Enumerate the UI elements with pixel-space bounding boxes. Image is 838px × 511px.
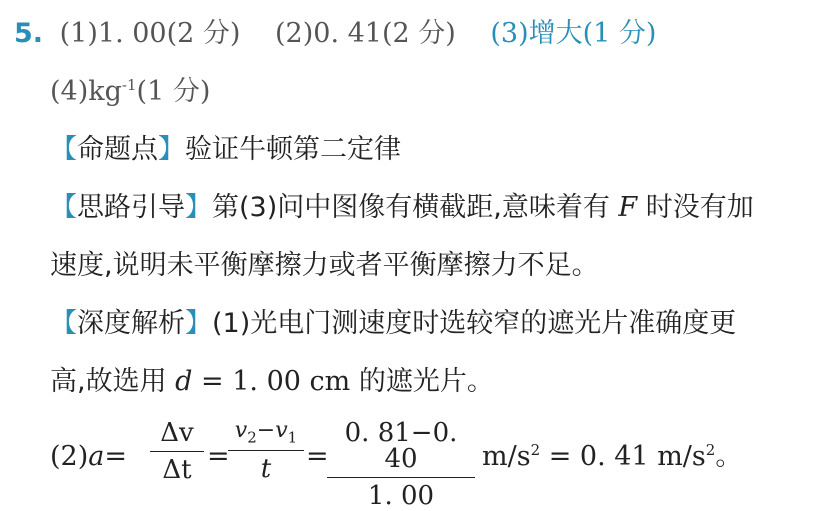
- fraction-2-bar: [228, 450, 304, 451]
- fraction-2-numerator: $v_2-v_1$: [234, 418, 298, 447]
- guide-line-2: 速度,说明未平衡摩擦力或者平衡摩擦力不足。: [50, 250, 599, 281]
- topic-tag: 【命题点】: [50, 134, 185, 165]
- part-3-label: (3): [490, 18, 529, 49]
- fraction-2-denominator: t: [260, 454, 272, 485]
- question-number: 5.: [14, 18, 44, 49]
- answer-line-2: [50, 78, 210, 105]
- equals-1: =: [207, 441, 230, 472]
- guide-text-1b: 时没有加: [637, 192, 754, 223]
- answer-line-1: [14, 20, 656, 47]
- analysis-var-d: d: [175, 366, 193, 397]
- equals-2: =: [306, 441, 329, 472]
- topic-line: [50, 136, 401, 163]
- part-4-label: (4): [50, 76, 89, 107]
- analysis-text-2b: = 1. 00 cm 的遮光片。: [192, 366, 494, 397]
- fraction-numeric: [327, 420, 475, 509]
- part-1-score: (2 分): [166, 18, 241, 49]
- guide-line-1: [50, 194, 754, 221]
- part-2-value: 0. 41: [313, 18, 382, 49]
- fraction-1-denominator: Δt: [162, 455, 192, 485]
- equation-label: (2)a=: [50, 441, 127, 472]
- guide-tag: 【思路引导】: [50, 192, 212, 223]
- part-2-score: (2 分): [381, 18, 456, 49]
- fraction-3-numerator: 0. 81−0. 40: [344, 418, 458, 474]
- unit-1: $m/s^2$: [482, 441, 541, 472]
- part-4-value: $kg^{-1}$: [88, 76, 137, 107]
- equation-end: 。: [715, 441, 743, 472]
- analysis-line-1: [50, 310, 736, 337]
- fraction-1-numerator: Δv: [160, 418, 194, 448]
- fraction-dv-dt: [150, 420, 204, 483]
- equation-result: [482, 443, 742, 470]
- fraction-velocity-diff: [228, 418, 304, 485]
- fraction-3-bar: [327, 477, 475, 478]
- analysis-text-2a: 高,故选用: [50, 366, 176, 397]
- equation-var-a: a: [88, 441, 105, 472]
- analysis-text-1: (1)光电门测速度时选较窄的遮光片准确度更: [212, 308, 737, 339]
- part-1-label: (1): [59, 18, 98, 49]
- result-value: = 0. 41: [548, 441, 649, 472]
- guide-var-f: F: [618, 192, 638, 223]
- part-3-value: 增大: [528, 18, 583, 49]
- topic-text: 验证牛顿第二定律: [185, 134, 401, 165]
- fraction-1-bar: [150, 451, 204, 452]
- part-3-score: (1 分): [582, 18, 657, 49]
- part-4-score: (1 分): [136, 76, 211, 107]
- analysis-tag: 【深度解析】: [50, 308, 212, 339]
- analysis-line-2: [50, 368, 494, 395]
- fraction-3-denominator: 1. 00: [367, 481, 435, 511]
- unit-2: $m/s^2$: [657, 441, 716, 472]
- part-2-label: (2): [275, 18, 314, 49]
- guide-text-1a: 第(3)问中图像有横截距,意味着有: [212, 192, 619, 223]
- part-1-value: 1. 00: [97, 18, 167, 49]
